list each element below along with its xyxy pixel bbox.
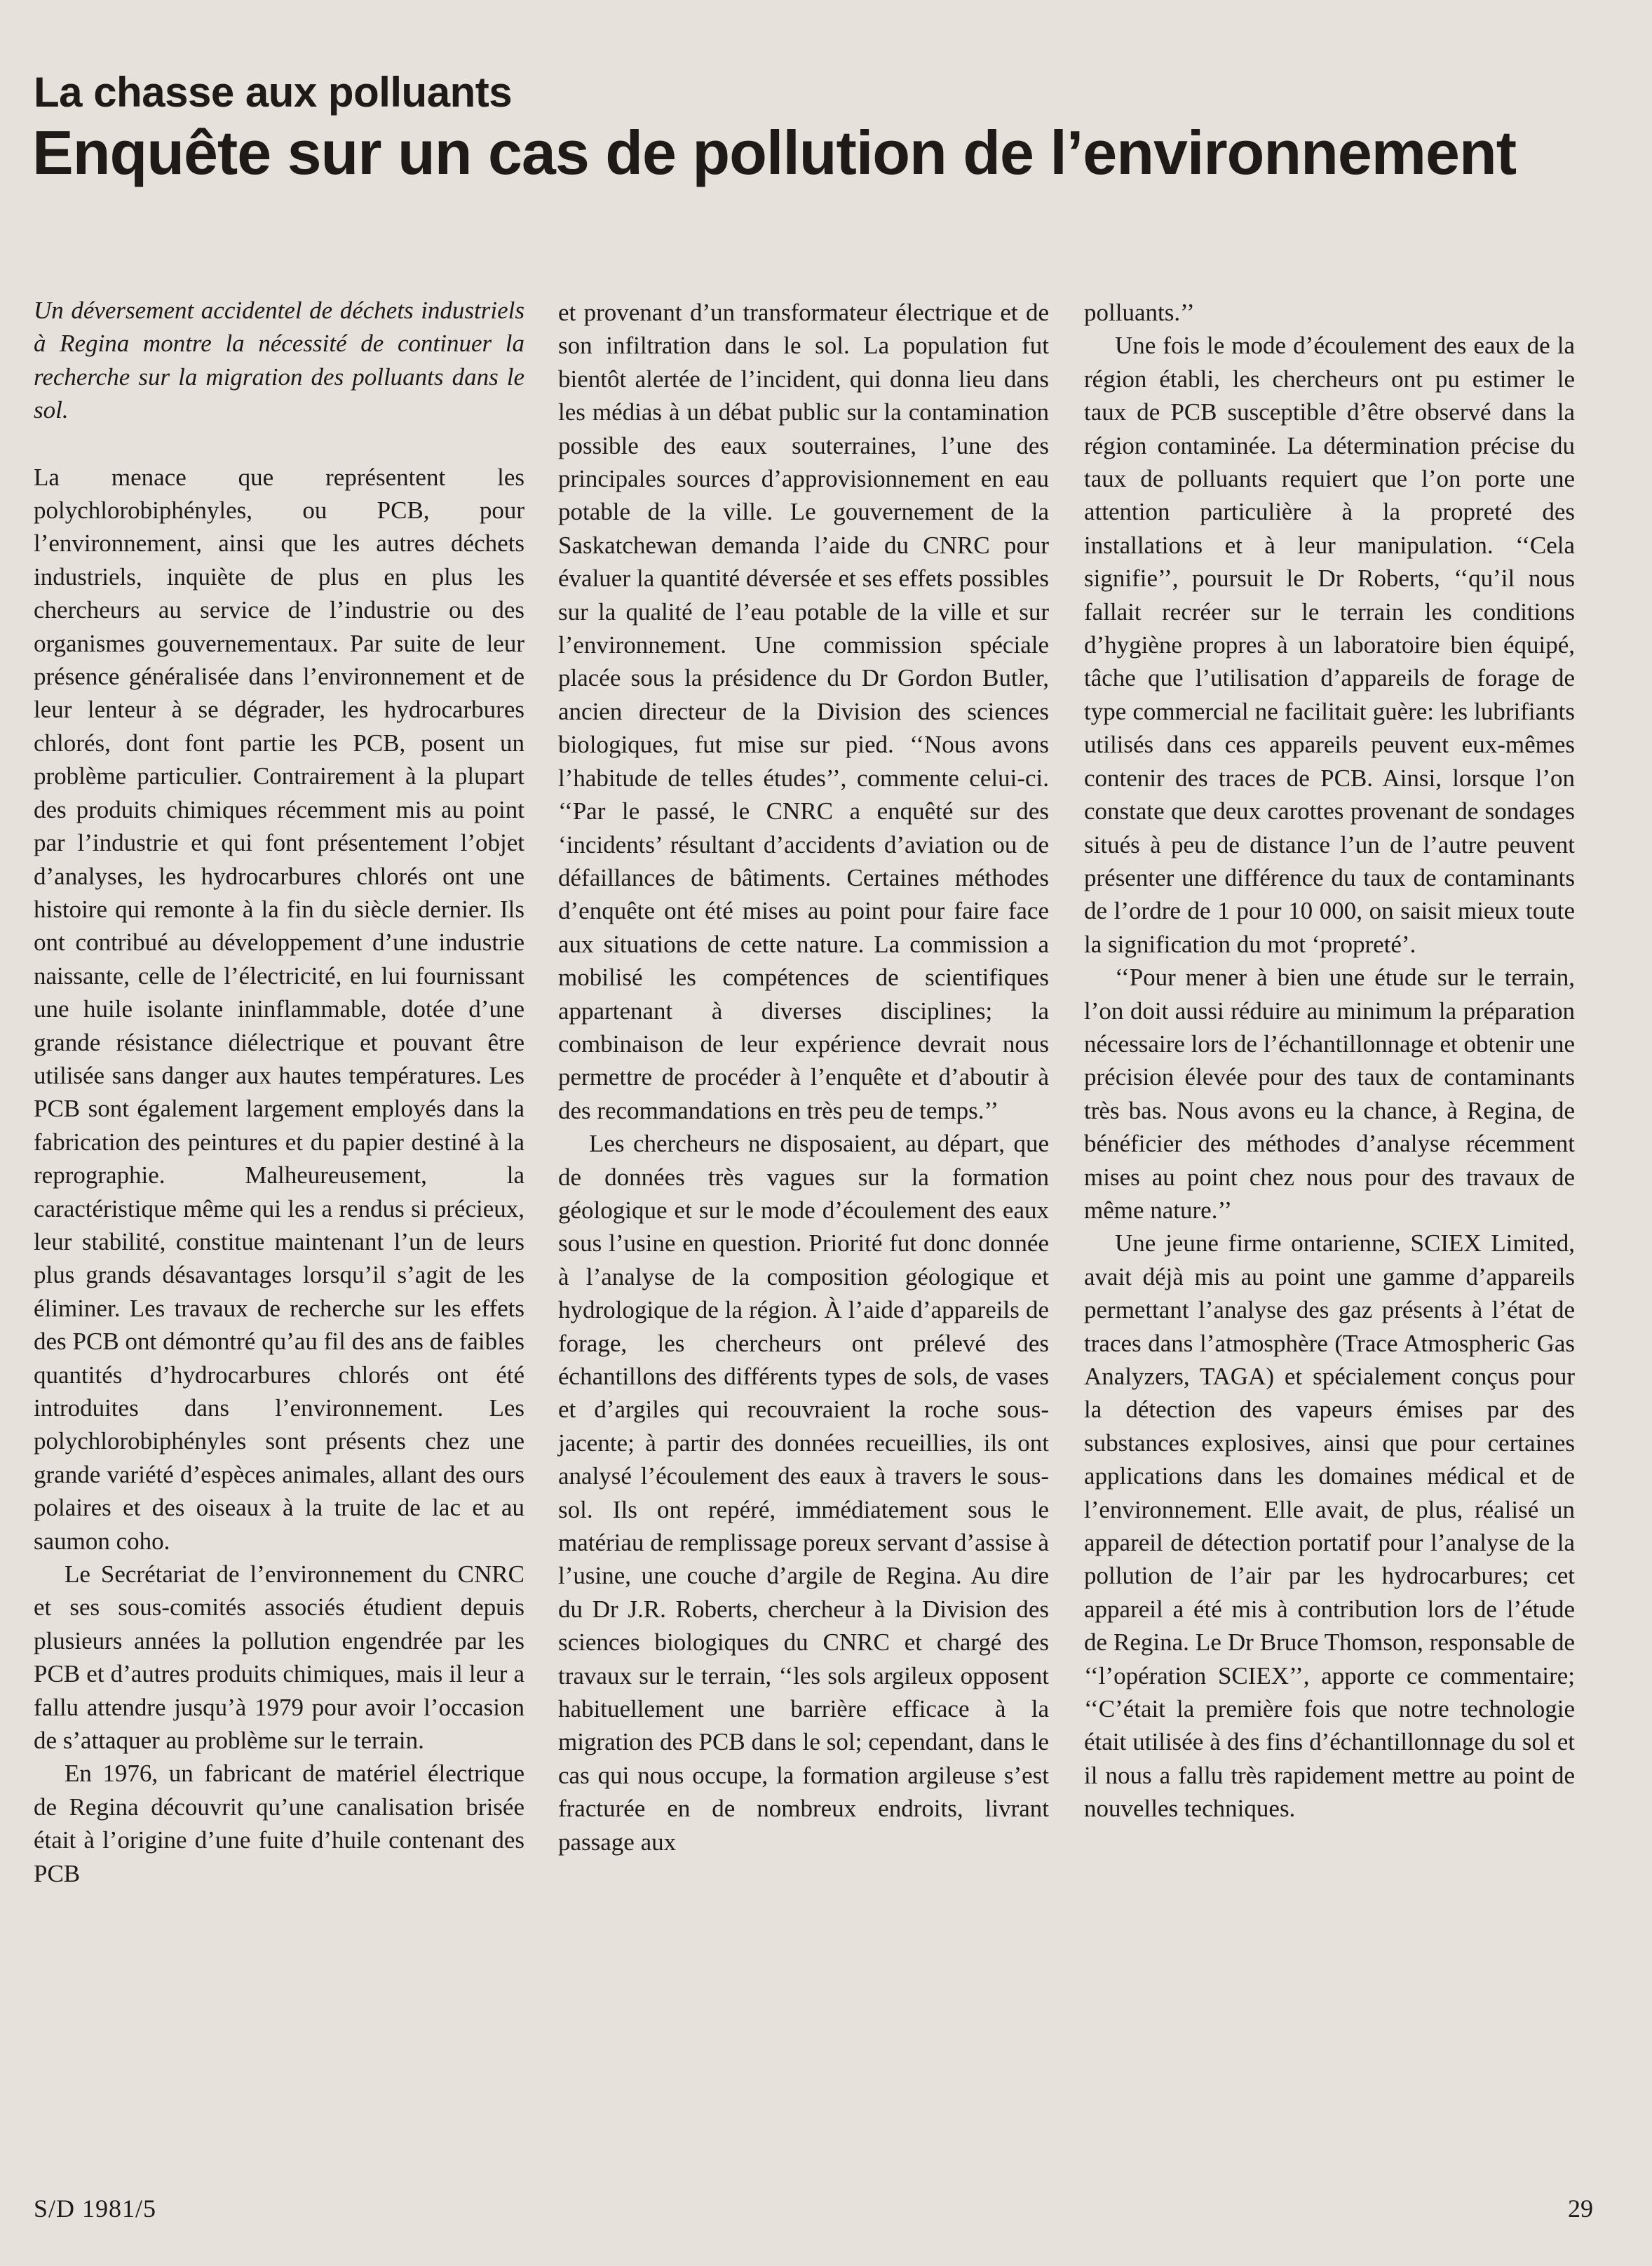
article-title: Enquête sur un cas de pollution de l’environnement bbox=[32, 118, 1517, 187]
page-number: 29 bbox=[1568, 2194, 1593, 2223]
paragraph: La menace que représentent les polychlorobiphényles, ou PCB, pour l’environnement, ainsi que les autres déchets industriels, inquiète de plus en plus les chercheurs au service de l’industrie ou des organismes gouvernementaux. Par suite de leur présence généralisée dans l’environnement et de leur lenteur à se dégrader, les hydrocarbures chlorés, dont font partie les PCB, posent un problème particulier. Contrairement à la plupart des produits chimiques récemment mis au point par l’industrie et qui font présentement l’objet d’analyses, les hydrocarbures chlorés ont une histoire qui remonte à la fin du siècle dernier. Ils ont contribué au développement d’une industrie naissante, celle de l’électricité, en lui fournissant une huile isolante ininflammable, dotée d’une grande résistance diélectrique et pouvant être utilisée sans danger aux hautes températures. Les PCB sont également largement employés dans la fabrication des peintures et du papier destiné à la reprographie. Malheureusement, la caractéristique même qui les a rendus si précieux, leur stabilité, constitue maintenant l’un de leurs plus grands désavantages lorsqu’il s’agit de les éliminer. Les travaux de recherche sur les effets des PCB ont démontré qu’au fil des ans de faibles quantités d’hydrocarbures chlorés ont été introduites dans l’environnement. Les polychlorobiphényles sont présents chez une grande variété d’espèces animales, allant des ours polaires et des oiseaux à la truite de lac et au saumon coho. bbox=[34, 463, 524, 1555]
article-lead: Un déversement accidentel de déchets industriels à Regina montre la nécessité de continuer la recherche sur la migration des polluants dans le sol. bbox=[34, 297, 524, 424]
text-column-1 bbox=[34, 294, 524, 1890]
paragraph: En 1976, un fabricant de matériel électrique de Regina découvrit qu’une canalisation brisée était à l’origine d’une fuite d’huile contenant des PCB bbox=[34, 1760, 524, 1887]
paragraph: et provenant d’un transformateur électrique et de son infiltration dans le sol. La population fut bientôt alertée de l’incident, qui donna lieu dans les médias à un débat public sur la contamination possible des eaux souterraines, l’une des principales sources d’approvisionnement en eau potable de la ville. Le gouvernement de la Saskatchewan demanda l’aide du CNRC pour évaluer la quantité déversée et ses effets possibles sur la qualité de l’eau potable de la ville et sur l’environnement. Une commission spéciale placée sous la présidence du Dr Gordon Butler, ancien directeur de la Division des sciences biologiques, fut mise sur pied. ‘‘Nous avons l’habitude de telles études’’, commente celui-ci. ‘‘Par le passé, le CNRC a enquêté sur des ‘incidents’ résultant d’accidents d’aviation ou de défaillances de bâtiments. Certaines méthodes d’enquête ont été mises au point pour faire face aux situations de cette nature. La commission a mobilisé les compétences de scientifiques appartenant à diverses disciplines; la combinaison de leur expérience devrait nous permettre de procéder à l’enquête et d’aboutir à des recommandations en très peu de temps.’’ bbox=[558, 299, 1049, 1124]
paragraph: ‘‘Pour mener à bien une étude sur le terrain, l’on doit aussi réduire au minimum la préparation nécessaire lors de l’échantillonnage et obtenir une précision élevée pour des taux de contaminants très bas. Nous avons eu la chance, à Regina, de bénéficier des méthodes d’analyse récemment mises au point chez nous pour des travaux de même nature.’’ bbox=[1084, 964, 1575, 1224]
paragraph: Une jeune firme ontarienne, SCIEX Limited, avait déjà mis au point une gamme d’appareils permettant l’analyse des gaz présents à l’état de traces dans l’atmosphère (Trace Atmospheric Gas Analyzers, TAGA) et spécialement conçus pour la détection des vapeurs émises par des substances explosives, ainsi que pour certaines applications dans les domaines médical et de l’environnement. Elle avait, de plus, réalisé un appareil de détection portatif pour l’analyse de la pollution de l’air par les hydrocarbures; cet appareil a été mis à contribution lors de l’étude de Regina. Le Dr Bruce Thomson, responsable de ‘‘l’opération SCIEX’’, apporte ce commentaire; ‘‘C’était la première fois que notre technologie était utilisée à des fins d’échantillonnage du sol et il nous a fallu très rapidement mettre au point de nouvelles techniques. bbox=[1084, 1229, 1575, 1823]
text-column-3 bbox=[1084, 296, 1575, 1826]
issue-label: S/D 1981/5 bbox=[34, 2194, 157, 2223]
paragraph: Une fois le mode d’écoulement des eaux de la région établi, les chercheurs ont pu estimer le taux de PCB susceptible d’être observé dans la région contaminée. La détermination précise du taux de polluants requiert que l’on porte une attention particulière à la propreté des installations et à leur manipulation. ‘‘Cela signifie’’, poursuit le Dr Roberts, ‘‘qu’il nous fallait recréer sur le terrain les conditions d’hygiène propres à un laboratoire bien équipé, tâche que l’utilisation d’appareils de forage de type commercial ne facilitait guère: les lubrifiants utilisés dans ces appareils peuvent eux-mêmes contenir des traces de PCB. Ainsi, lorsque l’on constate que deux carottes provenant de sondages situés à peu de distance l’un de l’autre peuvent présenter une différence du taux de contaminants de l’ordre de 1 pour 10 000, on saisit mieux toute la signification du mot ‘propreté’. bbox=[1084, 332, 1575, 958]
text-column-2 bbox=[558, 296, 1049, 1859]
paragraph: polluants.’’ bbox=[1084, 299, 1195, 326]
paragraph: Les chercheurs ne disposaient, au départ, que de données très vagues sur la formation géologique et sur le mode d’écoulement des eaux sous l’usine en question. Priorité fut donc donnée à l’analyse de la composition géologique et hydrologique de la région. À l’aide d’appareils de forage, les chercheurs ont prélevé des échantillons des différents types de sols, de vases et d’argiles qui recouvraient la roche sous-jacente; à partir des données recueillies, ils ont analysé l’écoulement des eaux à travers le sous-sol. Ils ont repéré, immédiatement sous le matériau de remplissage poreux servant d’assise à l’usine, une couche d’argile de Regina. Au dire du Dr J.R. Roberts, chercheur à la Division des sciences biologiques du CNRC et chargé des travaux sur le terrain, ‘‘les sols argileux opposent habituellement une barrière efficace à la migration des PCB dans le sol; cependant, dans le cas qui nous occupe, la formation argileuse s’est fracturée en de nombreux endroits, livrant passage aux bbox=[558, 1130, 1049, 1856]
article-kicker: La chasse aux polluants bbox=[34, 69, 513, 116]
paragraph: Le Secrétariat de l’environnement du CNRC et ses sous-comités associés étudient depuis plusieurs années la pollution engendrée par les PCB et d’autres produits chimiques, mais il leur a fallu attendre jusqu’à 1979 pour avoir l’occasion de s’attaquer au problème sur le terrain. bbox=[34, 1560, 524, 1755]
